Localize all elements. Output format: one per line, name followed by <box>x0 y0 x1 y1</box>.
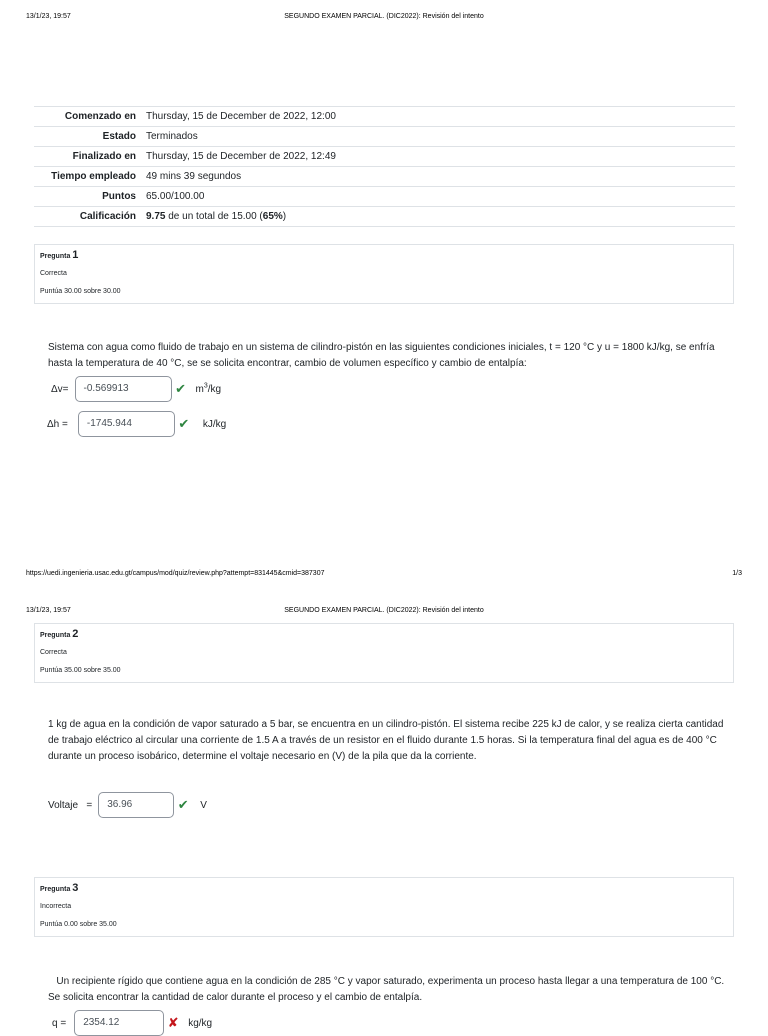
answer-row-voltage <box>48 792 207 818</box>
print-date: 13/1/23, 19:57 <box>26 607 71 614</box>
cross-icon: ✘ <box>167 1015 179 1030</box>
check-icon: ✔ <box>178 416 190 431</box>
grade-percent: 65% <box>262 211 283 222</box>
answer-input-dv[interactable]: -0.569913 <box>75 376 172 402</box>
answer-input-dh[interactable]: -1745.944 <box>78 411 175 437</box>
question-3-info <box>34 877 734 937</box>
answer-label: Δh = <box>47 418 68 430</box>
summary-label: Comenzado en <box>64 111 136 122</box>
summary-row-time <box>34 167 735 187</box>
attempt-summary-table <box>34 106 735 227</box>
print-date: 13/1/23, 19:57 <box>26 13 71 20</box>
print-title: SEGUNDO EXAMEN PARCIAL. (DIC2022): Revisión del intento <box>284 607 484 614</box>
print-title: SEGUNDO EXAMEN PARCIAL. (DIC2022): Revisión del intento <box>284 13 484 20</box>
answer-row-dh <box>47 411 226 437</box>
answer-label: Δv= <box>51 383 69 395</box>
answer-input-heat[interactable]: 2354.12 <box>74 1010 164 1036</box>
question-prefix: Pregunta <box>40 253 73 260</box>
summary-label: Tiempo empleado <box>51 171 136 182</box>
question-num: 2 <box>72 628 79 640</box>
question-num: 1 <box>72 249 79 261</box>
question-3-text: Un recipiente rígido que contiene agua en la condición de 285 °C y vapor saturado, experimenta un proceso hasta llegar a una temperatura de 100 °C. Se solicita encontrar la cantidad de calor durante el proceso y el cambio de entalpía. <box>48 976 727 1003</box>
grade-end: ) <box>282 211 287 222</box>
unit-sup: 3 <box>203 382 208 390</box>
summary-row-grade <box>34 207 735 227</box>
summary-row-points <box>34 187 735 207</box>
summary-value <box>146 207 735 227</box>
answer-row-dv <box>51 376 221 402</box>
question-state: Correcta <box>40 649 67 656</box>
summary-row-finished <box>34 147 735 167</box>
answer-unit <box>196 384 222 395</box>
summary-row-state <box>34 127 735 147</box>
print-page-number: 1/3 <box>732 570 742 577</box>
question-num: 3 <box>72 882 79 894</box>
check-icon: ✔ <box>175 381 186 396</box>
summary-label: Estado <box>102 131 136 142</box>
question-grade: Puntúa 35.00 sobre 35.00 <box>40 667 121 674</box>
answer-label: q = <box>52 1017 67 1029</box>
question-grade: Puntúa 30.00 sobre 30.00 <box>40 288 121 295</box>
check-icon: ✔ <box>177 797 189 812</box>
summary-value: 49 mins 39 segundos <box>146 171 242 182</box>
question-state: Incorrecta <box>40 903 72 910</box>
answer-unit: kg/kg <box>188 1017 213 1029</box>
answer-input-voltage[interactable]: 36.96 <box>98 792 174 818</box>
question-number <box>40 882 78 894</box>
summary-row-started <box>34 107 735 127</box>
summary-label: Calificación <box>79 211 136 222</box>
summary-label: Finalizado en <box>72 151 136 162</box>
summary-label: Puntos <box>102 191 136 202</box>
unit-tail: /kg <box>207 383 222 395</box>
answer-row-heat <box>52 1010 212 1036</box>
question-prefix: Pregunta <box>40 886 73 893</box>
question-2-info <box>34 623 734 683</box>
question-number <box>40 249 78 261</box>
question-2-text: 1 kg de agua en la condición de vapor saturado a 5 bar, se encuentra en un cilindro-pistón. El sistema recibe 225 kJ de calor, y se realiza cierta cantidad de trabajo eléctrico al circular una corriente de 1.5 A a través de un resistor en el fluido durante 1.5 horas. Si la temperatura final del agua es de 400 °C durante un proceso isobárico, determine el voltaje necesario en (V) de la pila que da la corriente. <box>48 719 724 762</box>
question-grade: Puntúa 0.00 sobre 35.00 <box>40 921 117 928</box>
summary-value: Terminados <box>146 131 198 142</box>
question-1-info <box>34 244 734 304</box>
summary-value: Thursday, 15 de December de 2022, 12:49 <box>146 151 336 162</box>
print-url: https://uedi.ingenieria.usac.edu.gt/campus/mod/quiz/review.php?attempt=831445&cmid=387307 <box>26 570 325 577</box>
question-state: Correcta <box>40 270 67 277</box>
question-prefix: Pregunta <box>40 632 73 639</box>
summary-value: Thursday, 15 de December de 2022, 12:00 <box>146 111 336 122</box>
grade-mid: de un total de 15.00 ( <box>165 211 263 222</box>
unit-base: m <box>195 383 204 395</box>
answer-unit: V <box>200 799 207 811</box>
question-1-text: Sistema con agua como fluido de trabajo en un sistema de cilindro-pistón en las siguientes condiciones iniciales, t = 120 °C y u = 1800 kJ/kg, se enfría hasta la temperatura de 40 °C, se se solicita encontrar, cambio de volumen específico y cambio de entalpía: <box>48 342 715 369</box>
answer-unit: kJ/kg <box>202 418 227 430</box>
question-number <box>40 628 78 640</box>
grade-score: 9.75 <box>146 211 166 222</box>
summary-value: 65.00/100.00 <box>146 191 205 202</box>
answer-label: Voltaje = <box>48 799 93 811</box>
